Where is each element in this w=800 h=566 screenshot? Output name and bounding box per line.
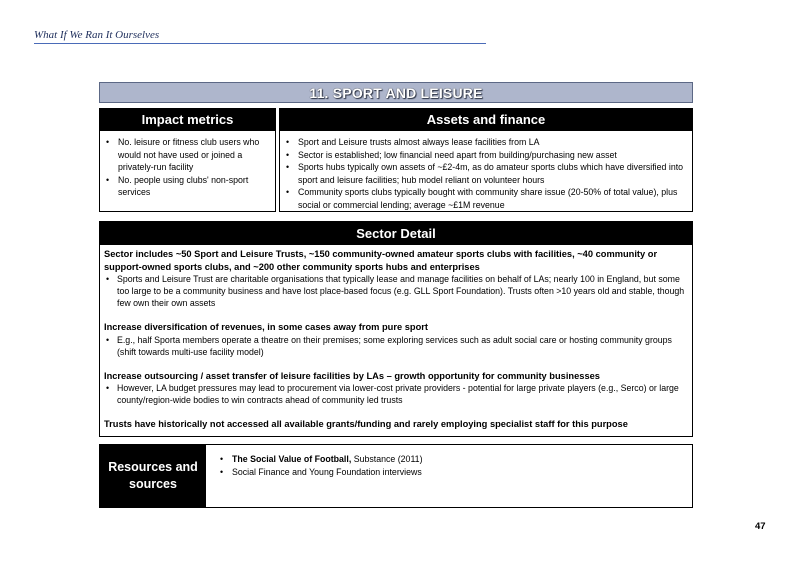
list-item: • Community sports clubs typically bought with community share issue (20-50% of total value), plus social or commercial lending; average ~£1M revenue	[284, 186, 686, 211]
detail-lead-outsourcing: Increase outsourcing / asset transfer of leisure facilities by LAs – growth opportunity for community businesses	[104, 370, 600, 381]
detail-list-3	[104, 382, 688, 406]
list-item: • Sector is established; low financial need apart from building/purchasing new asset	[284, 149, 686, 162]
impact-metrics-list	[100, 131, 275, 199]
resources-panel	[99, 444, 693, 508]
resources-list	[206, 445, 429, 507]
impact-metrics-heading: Impact metrics	[100, 109, 275, 131]
spacer	[104, 309, 688, 321]
list-item: • No. leisure or fitness club users who would not have used or joined a privately-run facility	[104, 136, 269, 174]
list-item	[218, 466, 423, 479]
detail-lead-diversification: Increase diversification of revenues, in some cases away from pure sport	[104, 322, 428, 332]
sector-detail-panel	[99, 221, 693, 437]
detail-closing-statement: Trusts have historically not accessed all available grants/funding and rarely employing specialist staff for this purpose	[104, 419, 628, 429]
sector-detail-heading: Sector Detail	[100, 222, 692, 245]
reference-detail: Substance (2011)	[351, 454, 423, 464]
section-title-banner: 11. SPORT AND LEISURE	[99, 82, 693, 103]
page-number: 47	[755, 521, 766, 532]
list-item: • However, LA budget pressures may lead to procurement via lower-cost private providers - potential for large private players (e.g., Serco) or large county/region-wide bodies to win contracts ahead of community led trusts	[104, 382, 688, 406]
document-header-title: What If We Ran It Ourselves	[34, 29, 160, 41]
list-item: • Sport and Leisure trusts almost always lease facilities from LA	[284, 136, 686, 149]
spacer	[104, 406, 688, 418]
list-item: • No. people using clubs' non-sport services	[104, 174, 269, 199]
list-item: • Sports hubs typically own assets of ~£2-4m, as do amateur sports clubs which have diversified into sport and leisure facilities; hub model reliant on volunteer hours	[284, 161, 686, 186]
sector-detail-body	[100, 245, 692, 431]
resources-label: Resources and sources	[100, 445, 206, 507]
assets-finance-panel	[279, 108, 693, 212]
detail-lead-sector-composition: Sector includes ~50 Sport and Leisure Trusts, ~150 community-owned amateur sports clubs with facilities, ~40 community or support-owned sports clubs, and ~200 other community sports hubs and enterprises	[104, 249, 658, 272]
detail-list-2	[104, 334, 688, 358]
reference-detail: Social Finance and Young Foundation interviews	[232, 466, 422, 477]
spacer	[104, 358, 688, 370]
list-item: • Sports and Leisure Trust are charitable organisations that typically lease and manage facilities on behalf of LAs; nearly 100 in England, but some too large to be a community business and have lost place-based focus (e.g. GLL Sport Foundation). Trusts often >10 years old and stable, though few own their own assets	[104, 273, 688, 309]
list-item	[218, 453, 423, 466]
list-item: • E.g., half Sporta members operate a theatre on their premises; some exploring services such as adult social care or hosting community groups (shift towards multi-use facility model)	[104, 334, 688, 358]
reference-title: The Social Value of Football,	[232, 454, 352, 464]
assets-finance-list	[280, 131, 692, 211]
detail-list-1	[104, 273, 688, 309]
impact-metrics-panel	[99, 108, 276, 212]
header-divider	[34, 43, 486, 44]
assets-finance-heading: Assets and finance	[280, 109, 692, 131]
